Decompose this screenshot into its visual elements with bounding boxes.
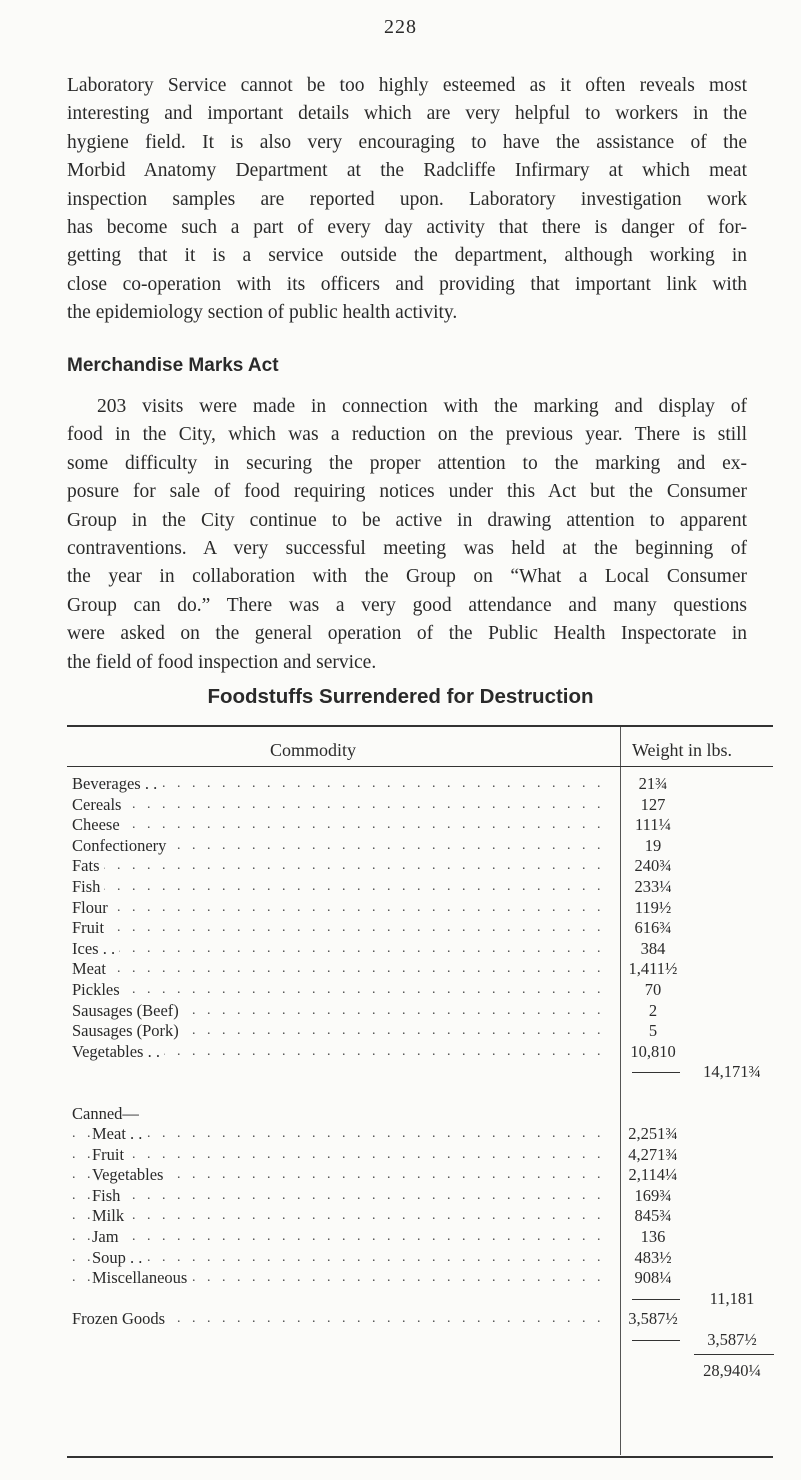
total-rule [694,1354,774,1355]
commodity-label: Fish [92,1186,124,1207]
weight-value: 4,271¾ [628,1144,678,1164]
table-row [72,1248,772,1269]
text-line: inspection samples are reported upon. Laboratory investigation work [67,188,747,210]
table-row [72,1021,772,1042]
grand-total: 28,940¼ [703,1360,761,1380]
subtotal-row [72,1289,772,1310]
weight-value: 483½ [634,1247,672,1267]
commodity-label: Vegetables [92,1165,167,1186]
text-line: hygiene field. It is also very encouraging to have the assistance of the [67,131,747,153]
weight-value: 10,810 [630,1041,676,1061]
weight-value: 127 [640,794,666,814]
text-line: close co-operation with its officers and providing that important link with [67,273,747,295]
table-row [72,1206,772,1227]
weight-value: 111¼ [635,815,671,835]
items-subtotal: 14,171¾ [703,1062,761,1082]
commodity-label: Sausages (Beef) [72,1001,183,1022]
subtotal-dash [632,1299,680,1300]
table-title: Foodstuffs Surrendered for Destruction [207,685,594,708]
table-row [72,1124,772,1145]
weight-value: 908¼ [634,1268,672,1288]
weight-value: 845¾ [634,1206,672,1226]
section-heading: Merchandise Marks Act [67,355,279,376]
table-row [72,939,772,960]
commodity-label: Confectionery [72,836,170,857]
commodity-label: Soup . . [92,1248,146,1269]
table-row [72,815,772,836]
text-line: the year in collaboration with the Group on “What a Local Consumer [67,566,747,588]
commodity-label: Sausages (Pork) [72,1021,183,1042]
table-row [72,795,772,816]
subtotal-dash [632,1072,680,1073]
weight-value: 119½ [634,897,672,917]
spacer-row [72,1083,772,1104]
section-paragraph [67,393,747,677]
table-row [72,898,772,919]
table-row [72,918,772,939]
table-bottom-rule [67,1456,773,1458]
commodity-label: Flour [72,898,112,919]
subtotal-row [72,1062,772,1083]
canned-subtotal: 11,181 [709,1288,755,1308]
text-line: Group in the City continue to be active in drawing attention to apparent [67,509,747,531]
weight-value: 240¾ [634,856,672,876]
commodity-label: Cereals [72,795,125,816]
text-line: Morbid Anatomy Department at the Radcliffe Infirmary at which meat [67,160,747,182]
weight-value: 2,114¼ [628,1165,678,1185]
text-line: getting that it is a service outside the department, although working in [67,245,747,267]
frozen-subtotal: 3,587½ [707,1330,757,1350]
intro-paragraph [67,72,747,328]
table-row [72,836,772,857]
commodity-label: Cheese [72,815,124,836]
commodity-label: Vegetables . . [72,1042,164,1063]
text-line: some difficulty in securing the proper attention to the marking and ex- [67,452,747,474]
weight-value: 2 [648,1000,658,1020]
grand-total-row [72,1361,772,1382]
text-line: the field of food inspection and service. [67,651,377,673]
weight-value: 233¼ [634,876,672,896]
table-row [72,1227,772,1248]
table-row [72,1042,772,1063]
commodity-label: Milk [92,1206,128,1227]
text-line: contraventions. A very successful meeting was held at the beginning of [67,538,747,560]
weight-value: 616¾ [634,918,672,938]
weight-value: 1,411½ [628,959,678,979]
text-line: 203 visits were made in connection with the marking and display of [97,396,747,417]
table-row [72,1186,772,1207]
table-header-rule [67,766,773,767]
canned-heading-row [72,1104,772,1125]
subtotal-row [72,1330,772,1351]
subtotal-dash [632,1340,680,1341]
commodity-label: Jam [92,1227,123,1248]
table-top-rule [67,725,773,727]
page-number: 228 [384,16,417,38]
total-rule-row [72,1351,772,1361]
commodity-label: Fruit [72,918,108,939]
commodity-label: Meat [72,959,110,980]
weight-value: 70 [644,979,662,999]
text-line: Laboratory Service cannot be too highly esteemed as it often reveals most [67,75,747,96]
commodity-label: Ices . . [72,939,119,960]
weight-value: 136 [640,1227,666,1247]
table-row [72,877,772,898]
canned-heading: Canned— [72,1104,143,1125]
table-body [72,774,772,1381]
table-row [72,980,772,1001]
table-row [72,774,772,795]
col-header-weight: Weight in lbs. [632,740,733,760]
text-line: interesting and important details which are very helpful to workers in the [67,103,747,125]
table-row [72,856,772,877]
text-line: posure for sale of food requiring notices under this Act but the Consumer [67,481,747,503]
text-line: Group can do.” There was a very good attendance and many questions [67,594,747,616]
commodity-label: Frozen Goods [72,1309,169,1330]
commodity-label: Pickles [72,980,124,1001]
weight-value: 21¾ [638,774,668,793]
text-line: has become such a part of every day activity that there is danger of for- [67,217,747,239]
table-row [72,1309,772,1330]
commodity-label: Meat . . [92,1124,146,1145]
weight-value: 3,587½ [628,1309,678,1329]
text-line: the epidemiology section of public health activity. [67,302,458,324]
weight-value: 2,251¾ [628,1124,678,1144]
table-row [72,1001,772,1022]
weight-value: 19 [644,835,662,855]
text-line: food in the City, which was a reduction on the previous year. There is still [67,424,747,446]
col-header-commodity: Commodity [270,740,357,760]
weight-value: 384 [640,938,666,958]
commodity-label: Fish [72,877,104,898]
table-row [72,1268,772,1289]
table-row [72,1145,772,1166]
text-line: were asked on the general operation of the Public Health Inspectorate in [67,623,747,645]
commodity-label: Miscellaneous [92,1268,191,1289]
commodity-label: Beverages . . [72,774,161,795]
table-row [72,1165,772,1186]
weight-value: 169¾ [634,1185,672,1205]
commodity-label: Fats [72,856,104,877]
table-row [72,959,772,980]
commodity-label: Fruit [92,1145,128,1166]
weight-value: 5 [648,1021,658,1041]
